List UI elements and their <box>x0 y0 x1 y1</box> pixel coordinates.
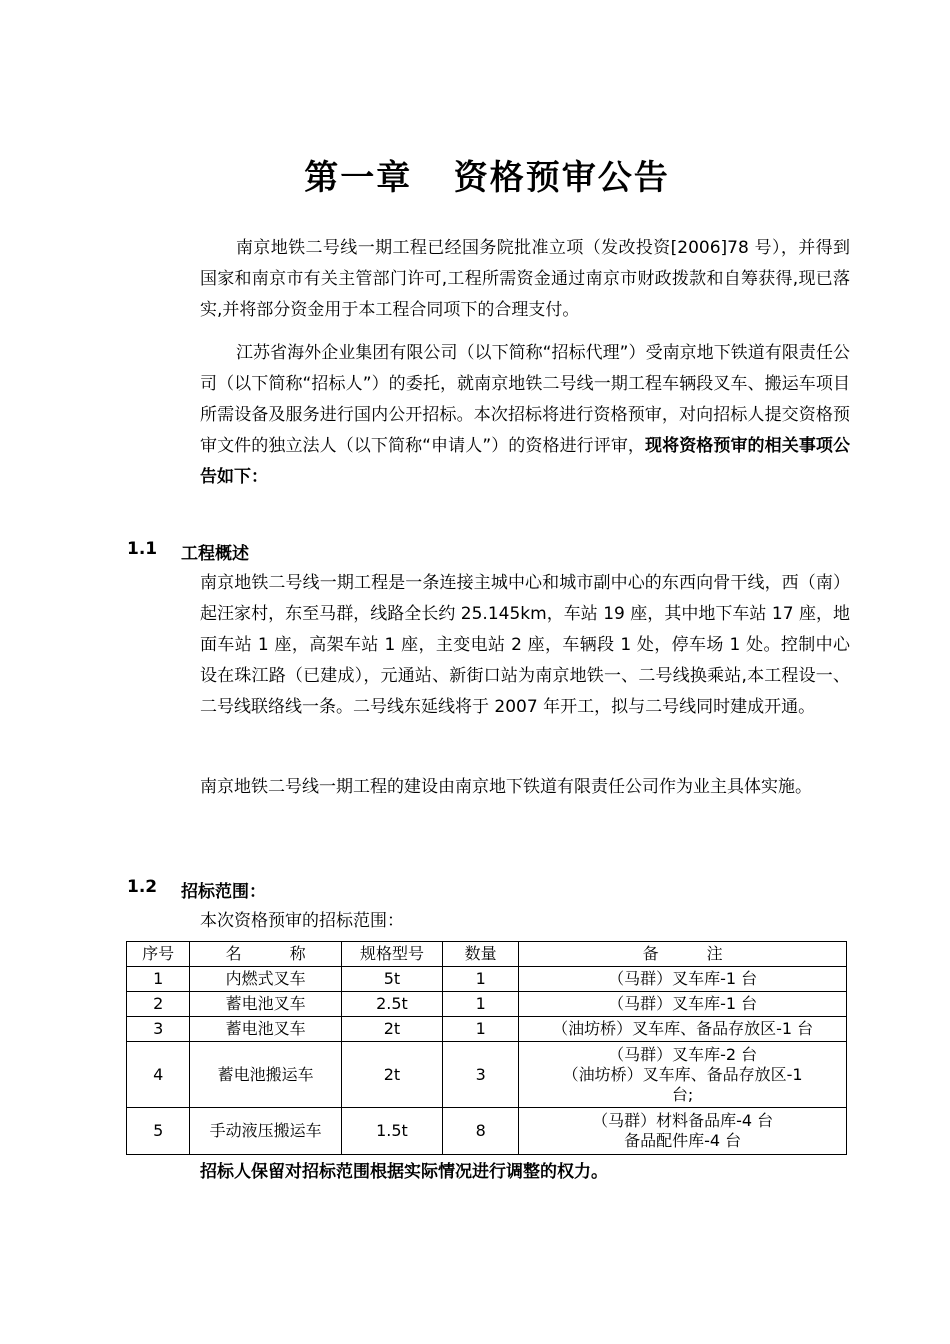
intro-paragraph-2 <box>200 338 850 493</box>
cell-notes <box>519 967 847 992</box>
section-1-1-title: 工程概述 <box>181 544 249 564</box>
cell-notes <box>519 1108 847 1155</box>
cell-spec: 2t <box>341 1042 442 1108</box>
cell-name: 蓄电池叉车 <box>190 1017 342 1042</box>
cell-qty: 8 <box>443 1108 519 1155</box>
header-spec: 规格型号 <box>341 942 442 967</box>
cell-qty: 1 <box>443 967 519 992</box>
cell-spec: 5t <box>341 967 442 992</box>
section-1-1-number: 1.1 <box>127 539 158 559</box>
table-row <box>127 1108 847 1155</box>
scope-table <box>126 941 847 1155</box>
note-line: （油坊桥）叉车库、备品存放区-1 台 <box>552 1019 814 1038</box>
cell-qty: 3 <box>443 1042 519 1108</box>
table-header-row <box>127 942 847 967</box>
cell-name: 蓄电池搬运车 <box>190 1042 342 1108</box>
section-1-2-number: 1.2 <box>127 877 158 897</box>
table-row <box>127 1017 847 1042</box>
note-line: 备品配件库-4 台 <box>624 1131 742 1150</box>
header-no: 序号 <box>127 942 190 967</box>
cell-notes <box>519 1042 847 1108</box>
intro-paragraph-1: 南京地铁二号线一期工程已经国务院批准立项（发改投资[2006]78 号），并得到国家和南京市有关主管部门许可,工程所需资金通过南京市财政拨款和自筹获得,现已落实,并将部分资金用于本工程合同项下的合理支付。 <box>200 238 850 320</box>
cell-notes <box>519 992 847 1017</box>
cell-qty: 1 <box>443 1017 519 1042</box>
scope-intro: 本次资格预审的招标范围： <box>200 911 404 931</box>
table-row <box>127 967 847 992</box>
note-line: （马群）叉车库-1 台 <box>608 969 758 988</box>
header-notes: 备 注 <box>519 942 847 967</box>
section-1-1-paragraph-2: 南京地铁二号线一期工程的建设由南京地下铁道有限责任公司作为业主具体实施。 <box>200 777 812 797</box>
table-row <box>127 1042 847 1108</box>
note-line: （马群）材料备品库-4 台 <box>592 1111 774 1130</box>
header-qty: 数量 <box>443 942 519 967</box>
note-line: 台; <box>671 1084 694 1104</box>
cell-no: 4 <box>127 1042 190 1108</box>
cell-spec: 2.5t <box>341 992 442 1017</box>
cell-spec: 2t <box>341 1017 442 1042</box>
cell-spec: 1.5t <box>341 1108 442 1155</box>
cell-no: 3 <box>127 1017 190 1042</box>
note-line: （油坊桥）叉车库、备品存放区-1 <box>562 1064 803 1084</box>
section-1-2-title: 招标范围： <box>181 882 266 902</box>
cell-no: 2 <box>127 992 190 1017</box>
cell-name: 内燃式叉车 <box>190 967 342 992</box>
intro-paragraph-2-text: 江苏省海外企业集团有限公司（以下简称“招标代理”）受南京地下铁道有限责任公司（以下简称“招标人”）的委托，就南京地铁二号线一期工程车辆段叉车、搬运车项目所需设备及服务进行国内公开招标。本次招标将进行资格预审，对向招标人提交资格预审文件的独立法人（以下简称“申请人”）的资格进行评审， <box>200 343 850 456</box>
intro-paragraph-2-bold: 现将资格预审的相关事项公告如下： <box>200 436 850 487</box>
cell-no: 5 <box>127 1108 190 1155</box>
page-title: 第一章 资格预审公告 <box>304 158 670 198</box>
cell-name: 手动液压搬运车 <box>190 1108 342 1155</box>
header-name: 名 称 <box>190 942 342 967</box>
cell-no: 1 <box>127 967 190 992</box>
note-line: （马群）叉车库-1 台 <box>608 994 758 1013</box>
table-row <box>127 992 847 1017</box>
note-line: （马群）叉车库-2 台 <box>608 1044 758 1064</box>
scope-footer-note: 招标人保留对招标范围根据实际情况进行调整的权力。 <box>200 1162 608 1182</box>
cell-qty: 1 <box>443 992 519 1017</box>
section-1-1-paragraph-1: 南京地铁二号线一期工程是一条连接主城中心和城市副中心的东西向骨干线，西（南）起汪家村，东至马群，线路全长约 25.145km，车站 19 座，其中地下车站 17 座，地面车站 1 座，高架车站 1 座，主变电站 2 座，车辆段 1 处，停车场 1 处。控制中心设在珠江路（已建成），元通站、新街口站为南京地铁一、二号线换乘站,本工程设一、二号线联络线一条。二号线东延线将于 2007 年开工，拟与二号线同时建成开通。 <box>200 573 850 717</box>
cell-name: 蓄电池叉车 <box>190 992 342 1017</box>
cell-notes <box>519 1017 847 1042</box>
